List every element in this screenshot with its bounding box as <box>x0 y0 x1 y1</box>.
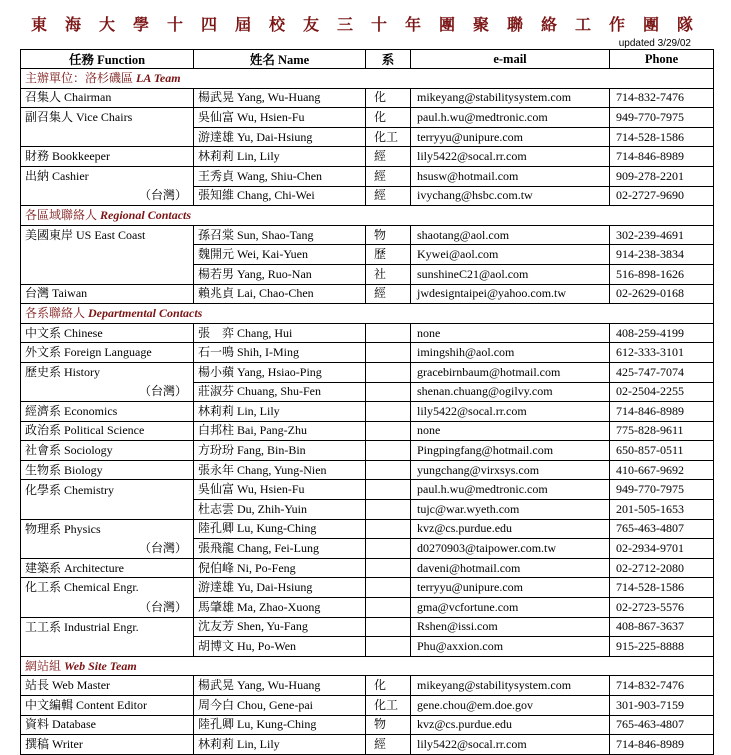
dept-cell <box>366 500 411 520</box>
dept-cell: 化工 <box>366 696 411 716</box>
email-cell: Pingpingfang@hotmail.com <box>411 441 610 461</box>
email-cell: ivychang@hsbc.com.tw <box>411 186 610 206</box>
name-cell: 賴兆貞 Lai, Chao-Chen <box>194 284 366 304</box>
email-cell: Rshen@issi.com <box>411 617 610 637</box>
table-row <box>21 284 714 304</box>
dept-cell <box>366 441 411 461</box>
section-title-zh: 主辦單位：洛杉磯區 <box>25 70 134 85</box>
dept-cell <box>366 519 411 539</box>
email-cell: none <box>411 323 610 343</box>
phone-cell: 408-867-3637 <box>610 617 714 637</box>
name-cell: 方玢玢 Fang, Bin-Bin <box>194 441 366 461</box>
email-cell: mikeyang@stabilitysystem.com <box>411 676 610 696</box>
updated-date: updated 3/29/02 <box>618 38 691 49</box>
email-cell: yungchang@virxsys.com <box>411 460 610 480</box>
phone-cell: 612-333-3101 <box>610 343 714 363</box>
dept-cell: 化 <box>366 108 411 128</box>
email-cell: terryyu@unipure.com <box>411 127 610 147</box>
table-row <box>21 441 714 461</box>
email-cell: lily5422@socal.rr.com <box>411 402 610 422</box>
table-row <box>21 127 714 147</box>
header-row <box>21 50 714 69</box>
table-row <box>21 88 714 108</box>
dept-cell: 歷 <box>366 245 411 265</box>
table-row <box>21 421 714 441</box>
dept-cell <box>366 558 411 578</box>
function-cell: 站長 Web Master <box>21 676 194 696</box>
dept-cell: 化 <box>366 88 411 108</box>
dept-cell <box>366 578 411 598</box>
function-cell <box>21 127 194 147</box>
dept-cell <box>366 637 411 657</box>
table-row <box>21 715 714 735</box>
phone-cell: 714-832-7476 <box>610 676 714 696</box>
function-cell: 召集人 Chairman <box>21 88 194 108</box>
table-row <box>21 539 714 559</box>
name-cell: 楊武晃 Yang, Wu-Huang <box>194 676 366 696</box>
function-cell: 建築系 Architecture <box>21 558 194 578</box>
table-row <box>21 323 714 343</box>
email-cell: sunshineC21@aol.com <box>411 264 610 284</box>
function-cell: 副召集人 Vice Chairs <box>21 108 194 128</box>
email-cell: lily5422@socal.rr.com <box>411 147 610 167</box>
function-cell: 化學系 Chemistry <box>21 480 194 500</box>
phone-cell: 775-828-9611 <box>610 421 714 441</box>
table-row <box>21 519 714 539</box>
header-email: e-mail <box>411 50 610 69</box>
section-title-en: Regional Contacts <box>100 207 192 222</box>
section-title <box>21 206 714 226</box>
name-cell: 張 弈 Chang, Hui <box>194 323 366 343</box>
table-row <box>21 147 714 167</box>
table-row <box>21 225 714 245</box>
phone-cell: 02-2712-2080 <box>610 558 714 578</box>
dept-cell: 化 <box>366 676 411 696</box>
dept-cell <box>366 402 411 422</box>
function-cell: 美國東岸 US East Coast <box>21 225 194 245</box>
table-row <box>21 460 714 480</box>
table-row <box>21 166 714 186</box>
table-row <box>21 402 714 422</box>
table-row <box>21 186 714 206</box>
function-cell: 中文編輯 Content Editor <box>21 696 194 716</box>
dept-cell: 物 <box>366 225 411 245</box>
name-cell: 石一鳴 Shih, I-Ming <box>194 343 366 363</box>
name-cell: 楊武晃 Yang, Wu-Huang <box>194 88 366 108</box>
name-cell: 陸孔卿 Lu, Kung-Ching <box>194 519 366 539</box>
name-cell: 林莉莉 Lin, Lily <box>194 147 366 167</box>
email-cell: gene.chou@em.doe.gov <box>411 696 610 716</box>
phone-cell: 765-463-4807 <box>610 519 714 539</box>
name-cell: 胡博文 Hu, Po-Wen <box>194 637 366 657</box>
phone-cell: 714-528-1586 <box>610 578 714 598</box>
section-title <box>21 304 714 324</box>
name-cell: 張飛龍 Chang, Fei-Lung <box>194 539 366 559</box>
function-cell: 出納 Cashier <box>21 166 194 186</box>
name-cell: 孫召棠 Sun, Shao-Tang <box>194 225 366 245</box>
email-cell: none <box>411 421 610 441</box>
function-cell <box>21 637 194 657</box>
name-cell: 林莉莉 Lin, Lily <box>194 402 366 422</box>
dept-cell <box>366 539 411 559</box>
email-cell: mikeyang@stabilitysystem.com <box>411 88 610 108</box>
phone-cell: 765-463-4807 <box>610 715 714 735</box>
table-row <box>21 558 714 578</box>
section-title-zh: 網站組 <box>25 658 62 673</box>
dept-cell <box>366 617 411 637</box>
dept-cell <box>366 460 411 480</box>
header-phone: Phone <box>610 50 714 69</box>
name-cell: 王秀貞 Wang, Shiu-Chen <box>194 166 366 186</box>
dept-cell <box>366 343 411 363</box>
name-cell: 楊若男 Yang, Ruo-Nan <box>194 264 366 284</box>
function-cell: 台灣 Taiwan <box>21 284 194 304</box>
name-cell: 沈友芳 Shen, Yu-Fang <box>194 617 366 637</box>
table-row <box>21 735 714 755</box>
email-cell: gma@vcfortune.com <box>411 598 610 618</box>
name-cell: 杜志雲 Du, Zhih-Yuin <box>194 500 366 520</box>
email-cell: daveni@hotmail.com <box>411 558 610 578</box>
function-cell: 中文系 Chinese <box>21 323 194 343</box>
name-cell: 林莉莉 Lin, Lily <box>194 735 366 755</box>
phone-cell: 301-903-7159 <box>610 696 714 716</box>
function-cell: 財務 Bookkeeper <box>21 147 194 167</box>
section-title <box>21 656 714 676</box>
table-row <box>21 578 714 598</box>
table-row <box>21 500 714 520</box>
phone-cell: 02-2934-9701 <box>610 539 714 559</box>
function-cell: 政治系 Political Science <box>21 421 194 441</box>
table-row <box>21 598 714 618</box>
function-cell: 工工系 Industrial Engr. <box>21 617 194 637</box>
dept-cell: 經 <box>366 147 411 167</box>
phone-cell: 714-846-8989 <box>610 147 714 167</box>
name-cell: 馬肇雄 Ma, Zhao-Xuong <box>194 598 366 618</box>
name-cell: 周今白 Chou, Gene-pai <box>194 696 366 716</box>
name-cell: 倪伯峰 Ni, Po-Feng <box>194 558 366 578</box>
name-cell: 魏開元 Wei, Kai-Yuen <box>194 245 366 265</box>
phone-cell: 949-770-7975 <box>610 108 714 128</box>
phone-cell: 410-667-9692 <box>610 460 714 480</box>
phone-cell: 714-846-8989 <box>610 402 714 422</box>
email-cell: kvz@cs.purdue.edu <box>411 519 610 539</box>
dept-cell: 社 <box>366 264 411 284</box>
function-cell: 社會系 Sociology <box>21 441 194 461</box>
function-cell: （台灣） <box>21 186 194 206</box>
email-cell: shenan.chuang@ogilvy.com <box>411 382 610 402</box>
email-cell: shaotang@aol.com <box>411 225 610 245</box>
email-cell: d0270903@taipower.com.tw <box>411 539 610 559</box>
phone-cell: 914-238-3834 <box>610 245 714 265</box>
email-cell: kvz@cs.purdue.edu <box>411 715 610 735</box>
phone-cell: 201-505-1653 <box>610 500 714 520</box>
name-cell: 游達雄 Yu, Dai-Hsiung <box>194 578 366 598</box>
section-header <box>21 304 714 324</box>
function-cell: 經濟系 Economics <box>21 402 194 422</box>
function-cell: 化工系 Chemical Engr. <box>21 578 194 598</box>
function-cell: （台灣） <box>21 539 194 559</box>
phone-cell: 714-528-1586 <box>610 127 714 147</box>
phone-cell: 949-770-7975 <box>610 480 714 500</box>
email-cell: terryyu@unipure.com <box>411 578 610 598</box>
dept-cell: 化工 <box>366 127 411 147</box>
section-header <box>21 69 714 89</box>
function-cell: 撰稿 Writer <box>21 735 194 755</box>
function-cell: 生物系 Biology <box>21 460 194 480</box>
function-cell <box>21 245 194 265</box>
table-row <box>21 382 714 402</box>
contact-table <box>20 49 714 755</box>
section-header <box>21 656 714 676</box>
function-cell: （台灣） <box>21 382 194 402</box>
function-cell <box>21 500 194 520</box>
dept-cell: 經 <box>366 166 411 186</box>
section-title-zh: 各區域聯絡人 <box>25 207 98 222</box>
email-cell: jwdesigntaipei@yahoo.com.tw <box>411 284 610 304</box>
phone-cell: 909-278-2201 <box>610 166 714 186</box>
section-title-en: Web Site Team <box>64 658 137 673</box>
section-title-zh: 各系聯絡人 <box>25 305 86 320</box>
name-cell: 陸孔卿 Lu, Kung-Ching <box>194 715 366 735</box>
table-row <box>21 264 714 284</box>
dept-cell <box>366 323 411 343</box>
email-cell: tujc@war.wyeth.com <box>411 500 610 520</box>
name-cell: 張永年 Chang, Yung-Nien <box>194 460 366 480</box>
dept-cell: 物 <box>366 715 411 735</box>
section-header <box>21 206 714 226</box>
email-cell: hsusw@hotmail.com <box>411 166 610 186</box>
phone-cell: 650-857-0511 <box>610 441 714 461</box>
name-cell: 楊小蘋 Yang, Hsiao-Ping <box>194 362 366 382</box>
phone-cell: 915-225-8888 <box>610 637 714 657</box>
table-row <box>21 696 714 716</box>
table-row <box>21 245 714 265</box>
email-cell: Kywei@aol.com <box>411 245 610 265</box>
phone-cell: 425-747-7074 <box>610 362 714 382</box>
email-cell: paul.h.wu@medtronic.com <box>411 108 610 128</box>
function-cell: 歷史系 History <box>21 362 194 382</box>
table-row <box>21 108 714 128</box>
phone-cell: 02-2504-2255 <box>610 382 714 402</box>
email-cell: imingshih@aol.com <box>411 343 610 363</box>
header-function: 任務 Function <box>21 50 194 69</box>
page-title: 東 海 大 學 十 四 屆 校 友 三 十 年 團 聚 聯 絡 工 作 團 隊 <box>30 17 700 34</box>
dept-cell <box>366 480 411 500</box>
dept-cell <box>366 598 411 618</box>
table-row <box>21 617 714 637</box>
header-name: 姓名 Name <box>194 50 366 69</box>
table-body <box>21 69 714 755</box>
dept-cell <box>366 362 411 382</box>
section-title-en: Departmental Contacts <box>88 305 203 320</box>
email-cell: Phu@axxion.com <box>411 637 610 657</box>
email-cell: paul.h.wu@medtronic.com <box>411 480 610 500</box>
function-cell: 資料 Database <box>21 715 194 735</box>
phone-cell: 302-239-4691 <box>610 225 714 245</box>
dept-cell <box>366 382 411 402</box>
phone-cell: 02-2727-9690 <box>610 186 714 206</box>
email-cell: lily5422@socal.rr.com <box>411 735 610 755</box>
function-cell: 物理系 Physics <box>21 519 194 539</box>
table-row <box>21 362 714 382</box>
name-cell: 游達雄 Yu, Dai-Hsiung <box>194 127 366 147</box>
table-row <box>21 676 714 696</box>
section-title-en: LA Team <box>136 70 181 85</box>
name-cell: 張知維 Chang, Chi-Wei <box>194 186 366 206</box>
phone-cell: 516-898-1626 <box>610 264 714 284</box>
name-cell: 莊淑芬 Chuang, Shu-Fen <box>194 382 366 402</box>
name-cell: 白邦柱 Bai, Pang-Zhu <box>194 421 366 441</box>
phone-cell: 714-832-7476 <box>610 88 714 108</box>
phone-cell: 408-259-4199 <box>610 323 714 343</box>
phone-cell: 02-2629-0168 <box>610 284 714 304</box>
name-cell: 吳仙富 Wu, Hsien-Fu <box>194 480 366 500</box>
name-cell: 吳仙富 Wu, Hsien-Fu <box>194 108 366 128</box>
header-dept: 系 <box>366 50 411 69</box>
function-cell: （台灣） <box>21 598 194 618</box>
email-cell: gracebirnbaum@hotmail.com <box>411 362 610 382</box>
section-title <box>21 69 714 89</box>
dept-cell: 經 <box>366 284 411 304</box>
phone-cell: 714-846-8989 <box>610 735 714 755</box>
dept-cell: 經 <box>366 186 411 206</box>
table-row <box>21 637 714 657</box>
table-row <box>21 343 714 363</box>
dept-cell <box>366 421 411 441</box>
table-row <box>21 480 714 500</box>
function-cell: 外文系 Foreign Language <box>21 343 194 363</box>
function-cell <box>21 264 194 284</box>
phone-cell: 02-2723-5576 <box>610 598 714 618</box>
dept-cell: 經 <box>366 735 411 755</box>
